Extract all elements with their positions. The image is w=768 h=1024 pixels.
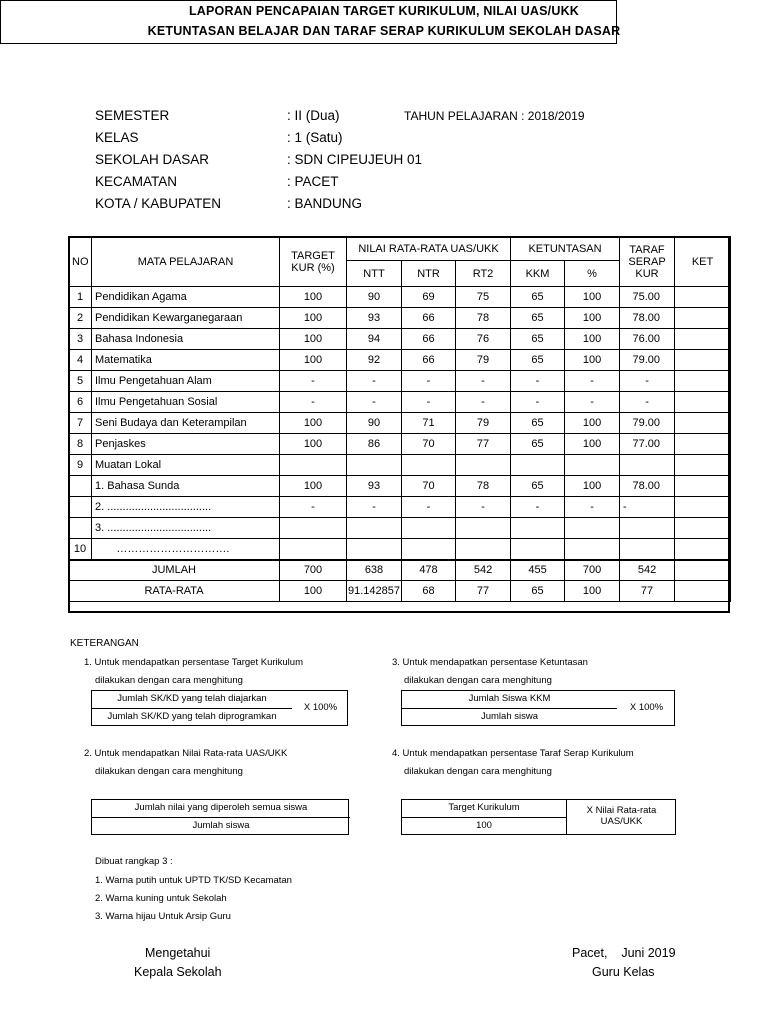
row-kkm: - [511,371,565,392]
row-rt2: 75 [456,287,511,308]
formula-1-den: Jumlah SK/KD yang telah diprogramkan [107,711,277,722]
kecamatan-label: KECAMATAN [95,174,178,189]
row-taraf: 75.00 [620,287,675,308]
header-mapel: MATA PELAJARAN [92,237,280,287]
row-mapel: …………………………. [92,539,280,560]
ket-item-4b: dilakukan dengan cara menghitung [404,766,552,777]
rata-ntr: 68 [402,581,456,602]
jumlah-pct: 700 [565,560,620,581]
row-mapel: Pendidikan Agama [92,287,280,308]
rangkap-3: 3. Warna hijau Untuk Arsip Guru [95,911,231,922]
row-ntr: - [402,371,456,392]
row-ntr [402,539,456,560]
kota-value: : BANDUNG [287,196,363,211]
formula-2-divider [92,817,350,818]
jumlah-ntt: 638 [347,560,402,581]
row-no: 1 [69,287,92,308]
row-ntr: 66 [402,308,456,329]
row-ntt: 93 [347,476,402,497]
row-kkm: 65 [511,476,565,497]
header-ntr: NTR [402,261,456,287]
row-ntr: 70 [402,434,456,455]
table-row [69,497,731,518]
row-rt2: 79 [456,413,511,434]
table-row [69,308,731,329]
row-ntr [402,518,456,539]
row-no: 5 [69,371,92,392]
semester-label: SEMESTER [95,108,170,123]
row-ntt: - [347,371,402,392]
header-taraf-3: KUR [635,267,659,280]
row-target: 100 [280,350,347,371]
row-ket [675,371,731,392]
row-no: 2 [69,308,92,329]
row-kkm: 65 [511,287,565,308]
ket-item-1: 1. Untuk mendapatkan persentase Target Kurikulum [84,657,303,668]
row-rt2: - [456,497,511,518]
row-target: - [280,371,347,392]
rata-row [69,581,731,602]
ket-item-2: 2. Untuk mendapatkan Nilai Rata-rata UAS/UKK [84,748,288,759]
row-rt2 [456,518,511,539]
formula-2-den: Jumlah siswa [192,820,250,831]
row-ket [675,392,731,413]
table-row [69,329,731,350]
row-taraf: 79.00 [620,413,675,434]
row-ntt: - [347,392,402,413]
rangkap-title: Dibuat rangkap 3 : [95,856,173,867]
formula-4-mult-1: X Nilai Rata-rata [586,805,657,816]
row-taraf: - [620,371,675,392]
row-target [280,539,347,560]
header-target [280,237,347,287]
table-row [69,476,731,497]
sign-right-2: Guru Kelas [592,965,655,979]
row-ntt: 92 [347,350,402,371]
title-box [0,0,621,44]
sekolah-value: : SDN CIPEUJEUH 01 [287,152,423,167]
row-rt2 [456,455,511,476]
row-kkm: 65 [511,413,565,434]
row-no: 6 [69,392,92,413]
formula-1 [91,690,348,726]
sekolah-label: SEKOLAH DASAR [95,152,210,167]
row-rt2: 76 [456,329,511,350]
row-target: 100 [280,434,347,455]
row-target [280,518,347,539]
row-pct: 100 [565,476,620,497]
kecamatan-value: : PACET [287,174,339,189]
row-no: 3 [69,329,92,350]
formula-4-mult-2: UAS/UKK [600,816,643,827]
row-mapel: Matematika [92,350,280,371]
title-line-2: KETUNTASAN BELAJAR DAN TARAF SERAP KURIKULUM SEKOLAH DASAR [147,24,621,38]
row-target: - [280,392,347,413]
row-kkm [511,518,565,539]
table-row [69,539,731,560]
kelas-label: KELAS [95,130,139,145]
formula-3-divider [402,708,617,709]
formula-3 [401,690,675,726]
table-row [69,350,731,371]
jumlah-taraf: 542 [620,560,675,581]
row-kkm: 65 [511,308,565,329]
row-no: 7 [69,413,92,434]
row-ket [675,497,731,518]
row-ntt: - [347,497,402,518]
row-target: 100 [280,476,347,497]
row-taraf: 79.00 [620,350,675,371]
rangkap-1: 1. Warna putih untuk UPTD TK/SD Kecamatan [95,875,292,886]
rata-rt2: 77 [456,581,511,602]
row-mapel: Ilmu Pengetahuan Alam [92,371,280,392]
title-line-1: LAPORAN PENCAPAIAN TARGET KURIKULUM, NILAI UAS/UKK [188,4,580,18]
row-rt2: - [456,371,511,392]
row-kkm: 65 [511,350,565,371]
row-mapel: 2. .................................. [92,497,280,518]
table-row [69,518,731,539]
table-row [69,434,731,455]
row-ket [675,329,731,350]
formula-2-num: Jumlah nilai yang diperoleh semua siswa [134,802,308,813]
row-pct: 100 [565,350,620,371]
row-rt2: - [456,392,511,413]
row-mapel: 1. Bahasa Sunda [92,476,280,497]
semester-value: : II (Dua) [287,108,340,123]
table-row [69,371,731,392]
header-ket: KET [675,237,731,287]
row-rt2 [456,539,511,560]
row-ntt: 90 [347,287,402,308]
row-mapel: Pendidikan Kewarganegaraan [92,308,280,329]
header-nilai: NILAI RATA-RATA UAS/UKK [347,237,511,261]
header-ntt: NTT [347,261,402,287]
row-rt2: 77 [456,434,511,455]
row-ntt [347,455,402,476]
formula-4-num: Target Kurikulum [448,802,520,813]
row-taraf [620,455,675,476]
row-ntt [347,539,402,560]
table-row [69,413,731,434]
row-ket [675,434,731,455]
row-pct: 100 [565,329,620,350]
jumlah-kkm: 455 [511,560,565,581]
keterangan-title: KETERANGAN [70,638,139,649]
row-mapel: 3. .................................. [92,518,280,539]
row-kkm: 65 [511,434,565,455]
row-ket [675,287,731,308]
ket-item-3b: dilakukan dengan cara menghitung [404,675,552,686]
row-target: 100 [280,308,347,329]
row-kkm [511,539,565,560]
jumlah-label: JUMLAH [69,560,280,581]
report-table [68,236,731,602]
row-target [280,455,347,476]
header-kkm: KKM [511,261,565,287]
row-mapel: Ilmu Pengetahuan Sosial [92,392,280,413]
formula-4 [401,799,676,835]
row-no: 9 [69,455,92,476]
row-no: 10 [69,539,92,560]
row-ntr: - [402,392,456,413]
rata-pct: 100 [565,581,620,602]
header-taraf-1: TARAF [629,243,665,256]
row-pct: 100 [565,434,620,455]
row-rt2: 78 [456,476,511,497]
row-pct: - [565,371,620,392]
table-row [69,392,731,413]
row-taraf: 77.00 [620,434,675,455]
formula-3-den: Jumlah siswa [480,711,539,722]
sign-right-1: Pacet, Juni 2019 [572,946,676,960]
row-ntr: 66 [402,329,456,350]
row-ntr: 66 [402,350,456,371]
tahun-pelajaran: TAHUN PELAJARAN : 2018/2019 [404,109,585,123]
rata-label: RATA-RATA [69,581,280,602]
rata-target: 100 [280,581,347,602]
header-ketuntasan: KETUNTASAN [511,237,620,261]
row-mapel: Muatan Lokal [92,455,280,476]
header-target-2: KUR (%) [291,261,335,274]
row-taraf: 78.00 [620,308,675,329]
row-rt2: 78 [456,308,511,329]
row-ket [675,413,731,434]
header-pct: % [565,261,620,287]
formula-2 [91,799,349,835]
row-pct: 100 [565,287,620,308]
row-ntr: 70 [402,476,456,497]
row-ket [675,539,731,560]
row-ntr: - [402,497,456,518]
row-kkm: 65 [511,329,565,350]
formula-1-divider [92,708,292,709]
row-pct: 100 [565,413,620,434]
header-taraf-2: SERAP [628,255,666,268]
rata-ntt: 91.142857 [347,581,402,602]
row-no [69,497,92,518]
row-ntt: 90 [347,413,402,434]
header-taraf [620,237,675,287]
row-ket [675,308,731,329]
row-pct [565,455,620,476]
row-ntt: 93 [347,308,402,329]
row-target: 100 [280,413,347,434]
header-target-1: TARGET [291,249,335,262]
row-taraf: - [620,392,675,413]
table-row [69,287,731,308]
row-pct: 100 [565,308,620,329]
row-no [69,518,92,539]
jumlah-target: 700 [280,560,347,581]
row-pct [565,518,620,539]
ket-item-1b: dilakukan dengan cara menghitung [95,675,243,686]
row-no: 4 [69,350,92,371]
row-taraf [620,518,675,539]
row-ntt: 86 [347,434,402,455]
kelas-value: : 1 (Satu) [287,130,343,145]
row-target: - [280,497,347,518]
table-row [69,455,731,476]
formula-4-divider [402,817,566,818]
row-ntr: 71 [402,413,456,434]
ket-item-4: 4. Untuk mendapatkan persentase Taraf Serap Kurikulum [392,748,634,759]
sign-left-2: Kepala Sekolah [134,965,222,979]
row-target: 100 [280,329,347,350]
jumlah-row [69,560,731,581]
formula-1-mult: X 100% [303,702,338,713]
row-pct: - [565,497,620,518]
row-mapel: Bahasa Indonesia [92,329,280,350]
jumlah-rt2: 542 [456,560,511,581]
row-kkm [511,455,565,476]
row-taraf: - [620,497,675,518]
row-mapel: Seni Budaya dan Keterampilan [92,413,280,434]
kota-label: KOTA / KABUPATEN [95,196,222,211]
header-rt2: RT2 [456,261,511,287]
row-taraf [620,539,675,560]
formula-1-num: Jumlah SK/KD yang telah diajarkan [117,693,267,704]
row-ntr [402,455,456,476]
row-target: 100 [280,287,347,308]
row-mapel: Penjaskes [92,434,280,455]
row-ket [675,518,731,539]
rata-kkm: 65 [511,581,565,602]
row-ket [675,350,731,371]
row-taraf: 76.00 [620,329,675,350]
formula-3-num: Jumlah Siswa KKM [468,693,551,704]
row-kkm: - [511,392,565,413]
jumlah-ket [675,560,731,581]
formula-4-den: 100 [476,820,492,831]
row-ntr: 69 [402,287,456,308]
row-pct [565,539,620,560]
rangkap-2: 2. Warna kuning untuk Sekolah [95,893,227,904]
row-no: 8 [69,434,92,455]
jumlah-ntr: 478 [402,560,456,581]
formula-3-mult: X 100% [629,702,664,713]
row-ntt [347,518,402,539]
row-kkm: - [511,497,565,518]
row-ket [675,455,731,476]
row-pct: - [565,392,620,413]
row-no [69,476,92,497]
row-ntt: 94 [347,329,402,350]
row-taraf: 78.00 [620,476,675,497]
header-no: NO [69,237,92,287]
ket-item-2b: dilakukan dengan cara menghitung [95,766,243,777]
ket-item-3: 3. Untuk mendapatkan persentase Ketuntasan [392,657,588,668]
sign-left-1: Mengetahui [145,946,211,960]
row-rt2: 79 [456,350,511,371]
rata-ket [675,581,731,602]
rata-taraf: 77 [620,581,675,602]
row-ket [675,476,731,497]
